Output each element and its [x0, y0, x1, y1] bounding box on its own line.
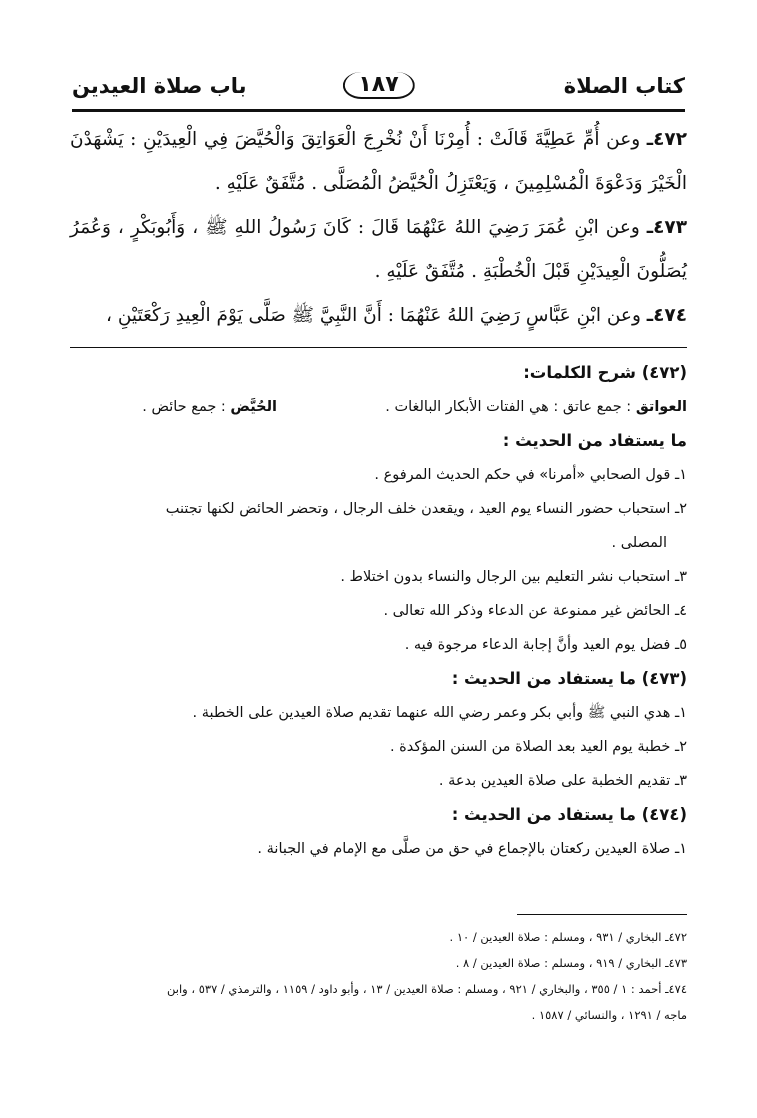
benefits-title-473: (٤٧٣) ما يستفاد من الحديث : [451, 669, 687, 688]
hadith-number: ٤٧٤ـ [646, 305, 687, 326]
glossary-entry [142, 390, 277, 424]
benefit-point-continuation [70, 526, 687, 560]
hadith-474 [70, 294, 687, 338]
hadith-number: ٤٧٣ـ [646, 217, 687, 238]
hadith-text: وعن أُمِّ عَطِيَّةَ قَالَتْ : أُمِرْنَا أَنْ نُخْرِجَ الْعَوَاتِقَ وَالْحُيَّضَ فِي الْعِيدَيْنِ : يَشْهَدْنَ الْخَيْرَ وَدَعْوَةَ الْمُسْلِمِينَ ، وَيَعْتَزِلُ الْحُيَّضُ الْمُصَلَّى . مُتَّفَقٌ عَلَيْهِ . [70, 129, 687, 194]
benefit-point: ١ـ صلاة العيدين ركعتان بالإجماع في حق من صلَّى مع الإمام في الجبانة . [257, 841, 687, 857]
benefit-point: ٣ـ تقديم الخطبة على صلاة العيدين بدعة . [438, 773, 687, 789]
hadith-473 [70, 206, 687, 294]
words-explanation-title: (٤٧٢) شرح الكلمات: [523, 363, 687, 382]
footnote: ٤٧٣ـ البخاري / ٩١٩ ، ومسلم : صلاة العيدين / ٨ . [455, 956, 687, 970]
page-number: ١٨٧ [342, 72, 414, 99]
benefit-point: ٥ـ فضل يوم العيد وأنَّ إجابة الدعاء مرجوة فيه . [404, 637, 687, 653]
book-title: كتاب الصلاة [563, 74, 685, 98]
hadith-text: وعن ابْنِ عُمَرَ رَضِيَ اللهُ عَنْهُمَا قَالَ : كَانَ رَسُولُ اللهِ ﷺ ، وَأَبُوبَكْرٍ ، وَعُمَرُ يُصَلُّونَ الْعِيدَيْنِ قَبْلَ الْخُطْبَةِ . مُتَّفَقٌ عَلَيْهِ . [70, 217, 687, 282]
hadith-472 [70, 118, 687, 206]
benefits-title-472: ما يستفاد من الحديث : [502, 431, 687, 450]
section-divider [70, 347, 687, 348]
benefit-point: ٢ـ خطبة يوم العيد بعد الصلاة من السنن المؤكدة . [389, 739, 687, 755]
hadith-number: ٤٧٢ـ [646, 129, 687, 150]
benefit-point: ١ـ قول الصحابي «أمرنا» في حكم الحديث المرفوع . [374, 467, 687, 483]
header-rule [72, 109, 685, 112]
footnote-rule [517, 914, 687, 915]
hadith-text: وعن ابْنِ عَبَّاسٍ رَضِيَ اللهُ عَنْهُمَا : أَنَّ النَّبِيَّ ﷺ صَلَّى يَوْمَ الْعِيدِ رَكْعَتَيْنِ ، [105, 305, 647, 326]
glossary-term: العواتق [635, 399, 687, 415]
page-header [72, 66, 685, 112]
footnote: ٤٧٤ـ أحمد : ١ / ٣٥٥ ، والبخاري / ٩٢١ ، ومسلم : صلاة العيدين / ١٣ ، وأبو داود / ١١٥٩ ، والترمذي / ٥٣٧ ، وابن [166, 982, 687, 996]
benefit-point: ١ـ هدي النبي ﷺ وأبي بكر وعمر رضي الله عنهما تقديم صلاة العيدين على الخطبة . [192, 705, 687, 721]
commentary-section [70, 356, 687, 866]
glossary-def: : جمع حائض . [142, 399, 226, 415]
benefits-title-474: (٤٧٤) ما يستفاد من الحديث : [451, 805, 687, 824]
benefit-point: ٤ـ الحائض غير ممنوعة عن الدعاء وذكر الله تعالى . [383, 603, 687, 619]
hadith-section [70, 118, 687, 338]
glossary-term: الحُيَّض [230, 399, 277, 415]
continuation-text: المصلى . [611, 535, 667, 551]
glossary-entry [385, 390, 687, 424]
footnotes [70, 924, 687, 1028]
chapter-title: باب صلاة العيدين [72, 74, 247, 98]
benefit-point: ٣ـ استحباب نشر التعليم بين الرجال والنساء بدون اختلاط . [340, 569, 687, 585]
footnote: ماجه / ١٢٩١ ، والنسائي / ١٥٨٧ . [531, 1008, 687, 1022]
footnote: ٤٧٢ـ البخاري / ٩٣١ ، ومسلم : صلاة العيدين / ١٠ . [449, 930, 687, 944]
benefit-point: ٢ـ استحباب حضور النساء يوم العيد ، ويقعدن خلف الرجال ، وتحضر الحائض لكنها تجتنب [165, 501, 687, 517]
glossary-def: : جمع عاتق : هي الفتات الأبكار البالغات . [385, 399, 632, 415]
glossary-row [70, 390, 687, 424]
